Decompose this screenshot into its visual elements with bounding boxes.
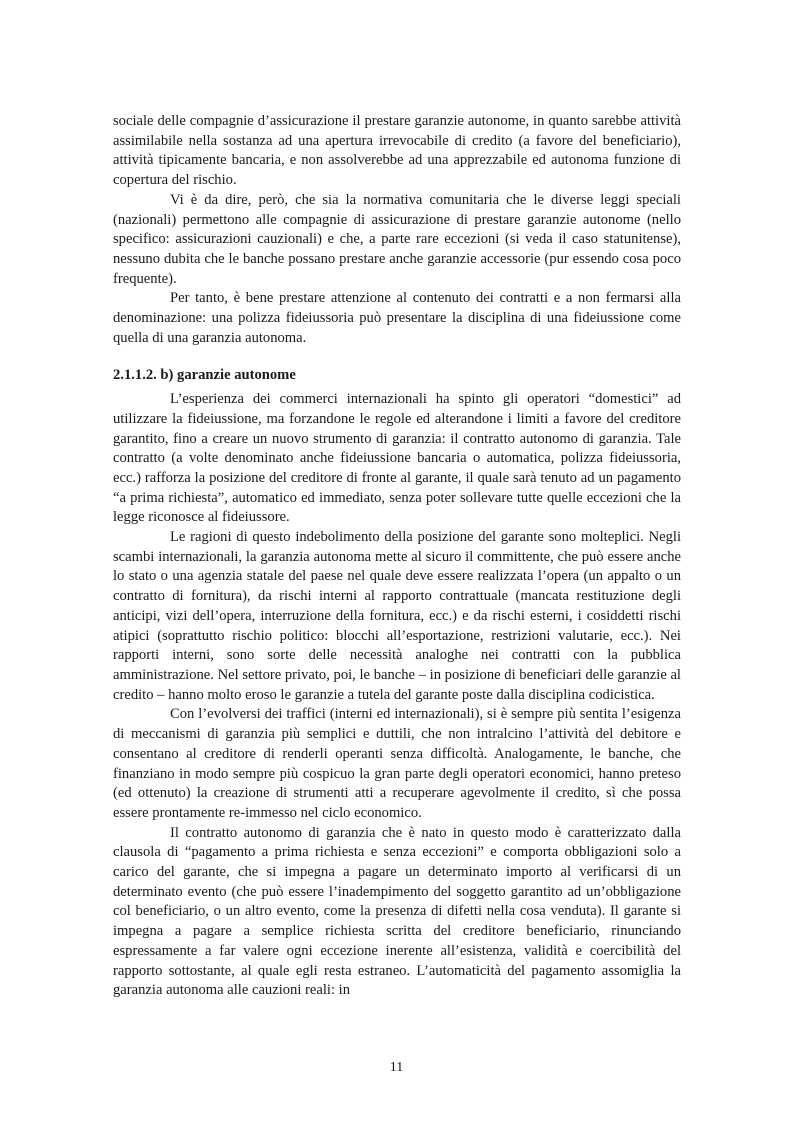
paragraph: Per tanto, è bene prestare attenzione al contenuto dei contratti e a non fermarsi alla denominazione: una polizza fideiussoria può presentare la disciplina di una fideiussione come quella di una garanzia autonoma. [113, 290, 681, 346]
page-number: 11 [389, 1060, 404, 1075]
paragraph: L’esperienza dei commerci internazionali ha spinto gli operatori “domestici” ad utilizzare la fideiussione, ma forzandone le regole ed alterandone i limiti a favore del creditore garantito, fino a creare un nuovo strumento di garanzia: il contratto autonomo di garanzia. Tale contratto (a volte denominato anche fideiussione bancaria o automatica, polizza fideiussoria, ecc.) rafforza la posizione del creditore di fronte al garante, il quale sarà tenuto ad un pagamento “a prima richiesta”, automatico ed immediato, senza poter sollevare tutte quelle eccezioni che la legge riconosce al fideiussore. [113, 391, 681, 526]
page-body [113, 112, 681, 1001]
paragraph: Con l’evolversi dei traffici (interni ed internazionali), si è sempre più sentita l’esigenza di meccanismi di garanzia più semplici e duttili, che non intralcino l’attività del debitore e consentano al creditore di renderli operanti senza difficoltà. Analogamente, le banche, che finanziano in modo sempre più cospicuo la gran parte degli operatori economici, hanno preteso (ed ottenuto) la creazione di strumenti atti a recuperare agevolmente il credito, sì che possa essere prontamente re-immesso nel ciclo economico. [113, 706, 681, 821]
paragraph: Il contratto autonomo di garanzia che è nato in questo modo è caratterizzato dalla clausola di “pagamento a prima richiesta e senza eccezioni” e comporta obbligazioni solo a carico del garante, che si impegna a pagare un determinato importo al verificarsi di un determinato evento (che può essere l’inadempimento del soggetto garantito ad un’obbligazione col beneficiario, o un altro evento, come la presenza di difetti nella cosa venduta). Il garante si impegna a pagare a semplice richiesta scritta del creditore beneficiario, rinunciando espressamente a far valere ogni eccezione inerente all’esistenza, validità e coercibilità del rapporto sottostante, al quale egli resta estraneo. L’automaticità del pagamento assomiglia la garanzia autonoma alle cauzioni reali: in [113, 824, 681, 999]
section-heading: 2.1.1.2. b) garanzie autonome [113, 367, 296, 384]
paragraph: sociale delle compagnie d’assicurazione il prestare garanzie autonome, in quanto sarebbe attività assimilabile nella sostanza ad una apertura irrevocabile di credito (a favore del beneficiario), attività tipicamente bancaria, e non assolverebbe ad una apprezzabile ed autonoma funzione di copertura del rischio. [113, 113, 681, 189]
paragraph: Le ragioni di questo indebolimento della posizione del garante sono molteplici. Negli scambi internazionali, la garanzia autonoma mette al sicuro il committente, che può essere anche lo stato o una agenzia statale del paese nel quale deve essere realizzata l’opera (un appalto o un contratto di fornitura), da rischi interni al rapporto contrattuale (mancata restituzione degli anticipi, vizi dell’opera, interruzione della fornitura, ecc.) e da rischi esterni, i cosiddetti rischi atipici (soprattutto rischio politico: blocchi all’esportazione, restrizioni valutarie, ecc.). Nei rapporti interni, sono sorte delle necessità analoghe nei contratti con la pubblica amministrazione. Nel settore privato, poi, le banche – in posizione di beneficiari delle garanzie al credito – hanno molto eroso le garanzie a tutela del garante poste dalla disciplina codicistica. [113, 529, 681, 703]
paragraph: Vi è da dire, però, che sia la normativa comunitaria che le diverse leggi speciali (nazionali) permettono alle compagnie di assicurazione di prestare garanzie autonome (nello specifico: assicurazioni cauzionali) e che, a parte rare eccezioni (si veda il caso statunitense), nessuno dubita che le banche possano prestare anche garanzie accessorie (pur essendo cosa poco frequente). [113, 191, 681, 287]
